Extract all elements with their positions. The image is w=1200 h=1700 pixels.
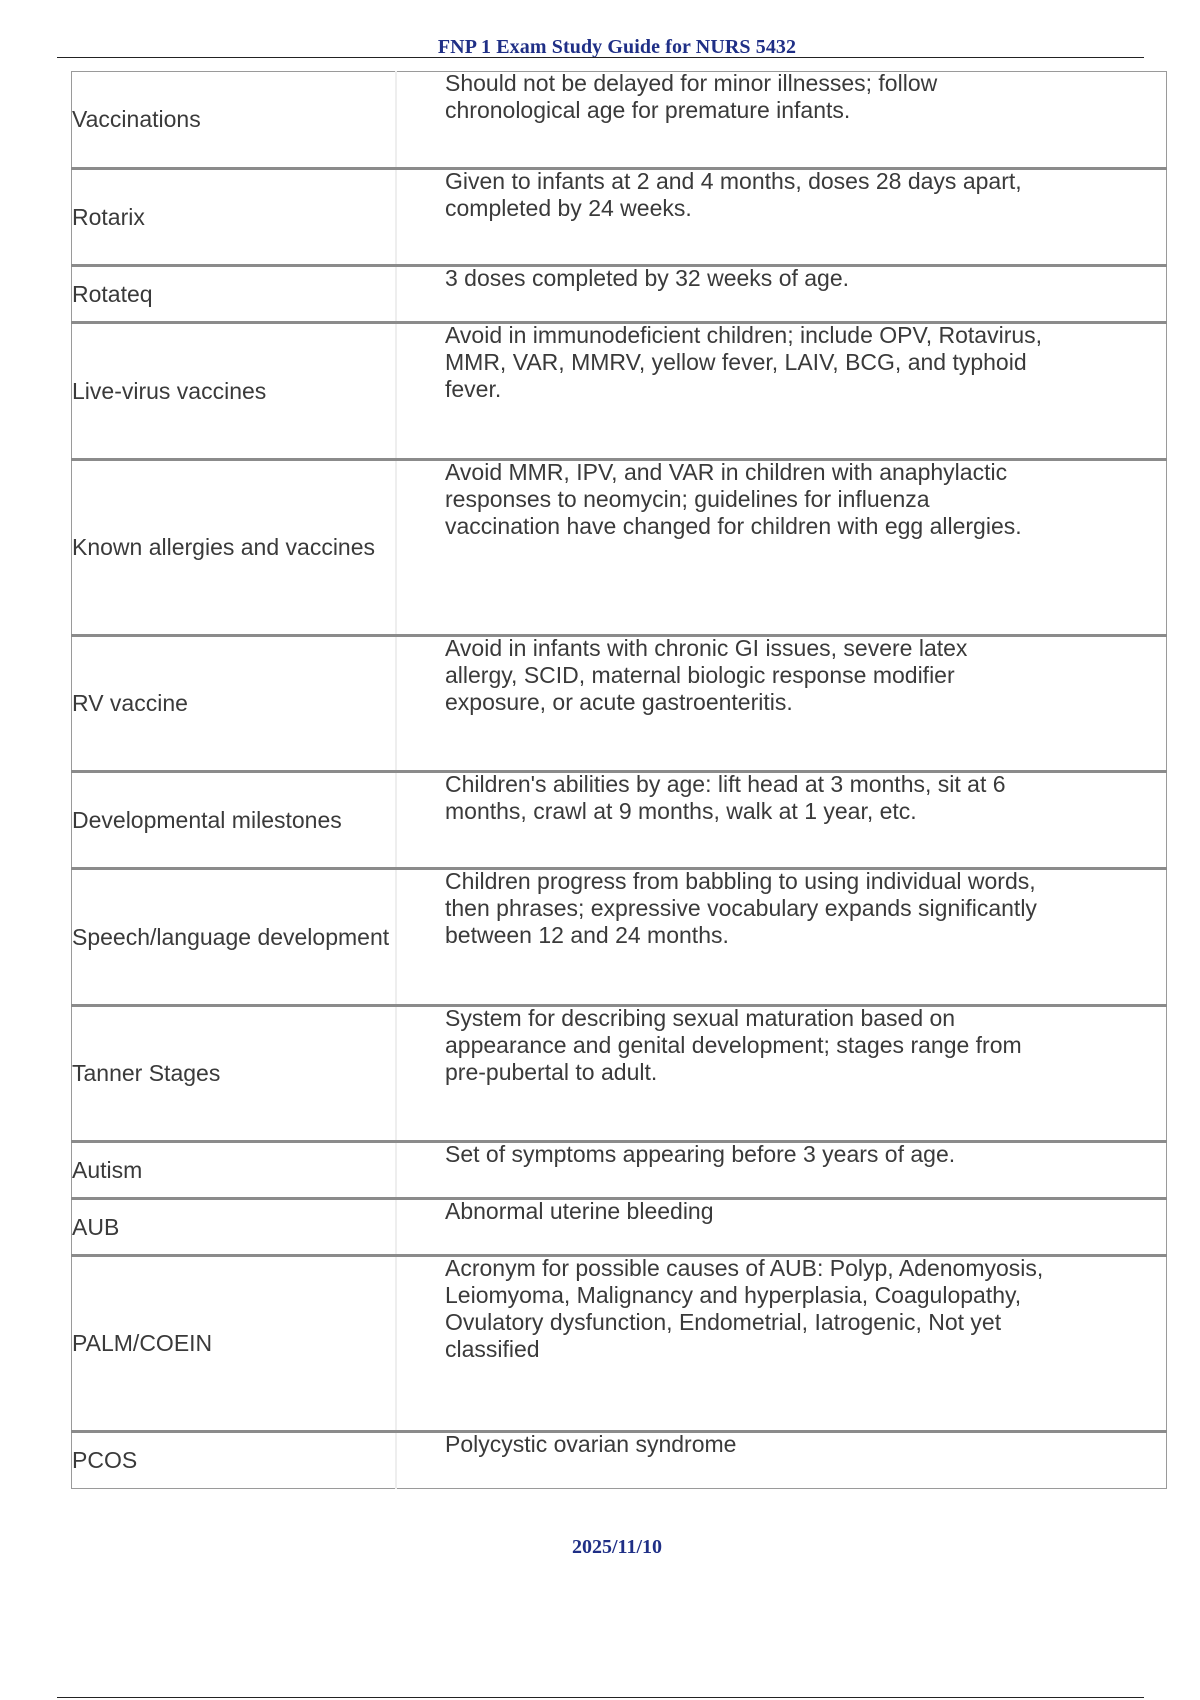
definition-text: Polycystic ovarian syndrome: [445, 1431, 737, 1457]
footer-date: 2025/11/10: [571, 1536, 662, 1558]
term-cell: Vaccinations: [72, 72, 397, 169]
table-row: [72, 1256, 1167, 1432]
table-row: [72, 169, 1167, 266]
table-row: [72, 1006, 1167, 1142]
definition-cell: [396, 1256, 1167, 1432]
term-cell: Rotateq: [72, 266, 397, 323]
table-row: [72, 636, 1167, 772]
term-cell: Autism: [72, 1142, 397, 1199]
term-cell: PCOS: [72, 1432, 397, 1489]
definition-text: Given to infants at 2 and 4 months, doses 28 days apart, completed by 24 weeks.: [445, 168, 1022, 221]
header-rule: [57, 57, 1144, 58]
definition-cell: [396, 1142, 1167, 1199]
definition-text: Acronym for possible causes of AUB: Polyp, Adenomyosis, Leiomyoma, Malignancy and hyperplasia, Coagulopathy, Ovulatory dysfunction, Endometrial, Iatrogenic, Not yet classified: [445, 1255, 1044, 1362]
definition-cell: [396, 266, 1167, 323]
table-row: [72, 323, 1167, 460]
definition-cell: [396, 169, 1167, 266]
term-cell: AUB: [72, 1199, 397, 1256]
definition-text: Avoid MMR, IPV, and VAR in children with anaphylactic responses to neomycin; guidelines for influenza vaccination have changed for children with egg allergies.: [445, 459, 1022, 539]
term-cell: PALM/COEIN: [72, 1256, 397, 1432]
definition-text: System for describing sexual maturation based on appearance and genital development; stages range from pre-pubertal to adult.: [445, 1005, 1022, 1085]
term-cell: Known allergies and vaccines: [72, 460, 397, 636]
table-row: [72, 460, 1167, 636]
definition-text: Set of symptoms appearing before 3 years of age.: [445, 1141, 956, 1167]
definition-text: Children's abilities by age: lift head at 3 months, sit at 6 months, crawl at 9 months, walk at 1 year, etc.: [445, 771, 1006, 824]
definition-text: Children progress from babbling to using individual words, then phrases; expressive vocabulary expands significantly between 12 and 24 months.: [445, 868, 1037, 948]
definition-cell: [396, 869, 1167, 1006]
term-cell: Rotarix: [72, 169, 397, 266]
table-row: [72, 266, 1167, 323]
table-row: [72, 772, 1167, 869]
definition-cell: [396, 636, 1167, 772]
definition-cell: [396, 772, 1167, 869]
table-row: [72, 72, 1167, 169]
table-row: [72, 1199, 1167, 1256]
term-cell: Speech/language development: [72, 869, 397, 1006]
term-cell: Live-virus vaccines: [72, 323, 397, 460]
definition-cell: [396, 72, 1167, 169]
definition-cell: [396, 1432, 1167, 1489]
term-cell: Tanner Stages: [72, 1006, 397, 1142]
term-cell: RV vaccine: [72, 636, 397, 772]
table-row: [72, 1432, 1167, 1489]
table-row: [72, 1142, 1167, 1199]
definition-text: Abnormal uterine bleeding: [445, 1198, 714, 1224]
definition-cell: [396, 460, 1167, 636]
definition-text: Avoid in immunodeficient children; include OPV, Rotavirus, MMR, VAR, MMRV, yellow fever, LAIV, BCG, and typhoid fever.: [445, 322, 1043, 402]
definition-cell: [396, 1006, 1167, 1142]
definition-text: Avoid in infants with chronic GI issues, severe latex allergy, SCID, maternal biologic response modifier exposure, or acute gastroenteritis.: [445, 635, 968, 715]
definition-text: Should not be delayed for minor illnesses; follow chronological age for premature infants.: [445, 70, 938, 123]
table-row: [72, 869, 1167, 1006]
definition-cell: [396, 1199, 1167, 1256]
definition-cell: [396, 323, 1167, 460]
footer-rule: [57, 1697, 1144, 1698]
study-guide-table: [71, 71, 1167, 1489]
term-cell: Developmental milestones: [72, 772, 397, 869]
definition-text: 3 doses completed by 32 weeks of age.: [445, 265, 850, 291]
page-header-title: FNP 1 Exam Study Guide for NURS 5432: [437, 36, 797, 58]
